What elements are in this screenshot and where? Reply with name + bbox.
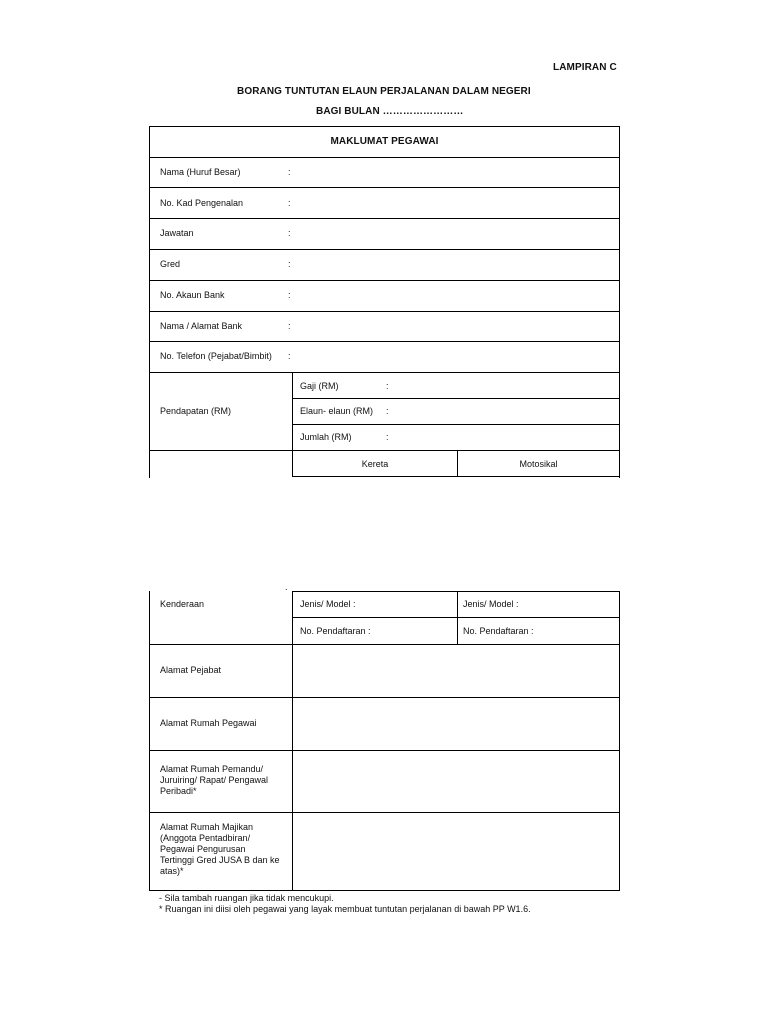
footnotes — [159, 893, 531, 915]
elaun-label: Elaun- elaun (RM) — [300, 406, 374, 416]
alamat-rumah-label: Alamat Rumah Pegawai — [160, 718, 257, 728]
alamat-majikan-line: atas)* — [160, 866, 184, 876]
gaji-input[interactable] — [396, 375, 611, 395]
field-colon: : — [288, 351, 291, 361]
field-input-telefon[interactable] — [300, 344, 610, 368]
field-label-akaun-bank: No. Akaun Bank — [160, 290, 225, 300]
gaji-label: Gaji (RM) — [300, 381, 339, 391]
kereta-header: Kereta — [361, 459, 389, 469]
alamat-majikan-line: Pegawai Pengurusan — [160, 844, 246, 854]
jumlah-colon: : — [386, 432, 389, 442]
footnote-extra-space: - Sila tambah ruangan jika tidak mencukupi. — [159, 893, 334, 903]
alamat-pemandu-label — [160, 764, 268, 797]
field-label-telefon: No. Telefon (Pejabat/Bimbit) — [160, 351, 272, 361]
kereta-jenis-label: Jenis/ Model : — [300, 599, 356, 609]
elaun-input[interactable] — [396, 401, 611, 421]
alamat-majikan-line: Tertinggi Gred JUSA B dan ke — [160, 855, 280, 865]
footnote-eligibility: * Ruangan ini diisi oleh pegawai yang layak membuat tuntutan perjalanan di bawah PP W1.6. — [159, 904, 531, 914]
pendapatan-label: Pendapatan (RM) — [160, 406, 232, 416]
alamat-pejabat-label: Alamat Pejabat — [160, 665, 222, 675]
field-input-akaun-bank[interactable] — [300, 283, 610, 307]
alamat-pemandu-line: Peribadi* — [160, 786, 197, 796]
field-label-alamat-bank: Nama / Alamat Bank — [160, 321, 243, 331]
field-label-jawatan: Jawatan — [160, 228, 194, 238]
motosikal-pendaftaran-label: No. Pendaftaran : — [463, 626, 534, 636]
field-colon: : — [288, 321, 291, 331]
elaun-colon: : — [386, 406, 389, 416]
motosikal-header: Motosikal — [519, 459, 558, 469]
form-month: BAGI BULAN …………………… — [316, 106, 464, 117]
form-title: BORANG TUNTUTAN ELAUN PERJALANAN DALAM NEGERI — [237, 86, 531, 97]
field-input-gred[interactable] — [300, 252, 610, 276]
field-input-jawatan[interactable] — [300, 221, 610, 245]
kereta-pendaftaran-label: No. Pendaftaran : — [300, 626, 371, 636]
alamat-majikan-input[interactable] — [296, 815, 616, 887]
jumlah-input[interactable] — [396, 427, 611, 447]
field-label-gred: Gred — [160, 259, 181, 269]
section-title: MAKLUMAT PEGAWAI — [330, 136, 439, 147]
field-input-alamat-bank[interactable] — [300, 314, 610, 338]
gaji-colon: : — [386, 381, 389, 391]
alamat-pemandu-line: Alamat Rumah Pemandu/ — [160, 764, 264, 774]
alamat-rumah-input[interactable] — [296, 700, 616, 747]
field-label-nama: Nama (Huruf Besar) — [160, 167, 241, 177]
kenderaan-label: Kenderaan — [160, 599, 205, 609]
motosikal-jenis-label: Jenis/ Model : — [463, 599, 519, 609]
page-break-mark: . — [285, 582, 288, 592]
field-colon: : — [288, 290, 291, 300]
field-colon: : — [288, 198, 291, 208]
alamat-majikan-line: Alamat Rumah Majikan — [160, 822, 254, 832]
jumlah-label: Jumlah (RM) — [300, 432, 352, 442]
field-colon: : — [288, 259, 291, 269]
lampiran-label: LAMPIRAN C — [553, 62, 617, 73]
alamat-majikan-line: (Anggota Pentadbiran/ — [160, 833, 251, 843]
alamat-pemandu-input[interactable] — [296, 753, 616, 809]
alamat-majikan-label — [160, 822, 280, 877]
alamat-pejabat-input[interactable] — [296, 647, 616, 694]
field-input-nama[interactable] — [300, 160, 610, 184]
field-colon: : — [288, 167, 291, 177]
alamat-pemandu-line: Juruiring/ Rapat/ Pengawal — [160, 775, 269, 785]
field-colon: : — [288, 228, 291, 238]
field-input-kad-pengenalan[interactable] — [300, 190, 610, 214]
field-label-kad-pengenalan: No. Kad Pengenalan — [160, 198, 244, 208]
